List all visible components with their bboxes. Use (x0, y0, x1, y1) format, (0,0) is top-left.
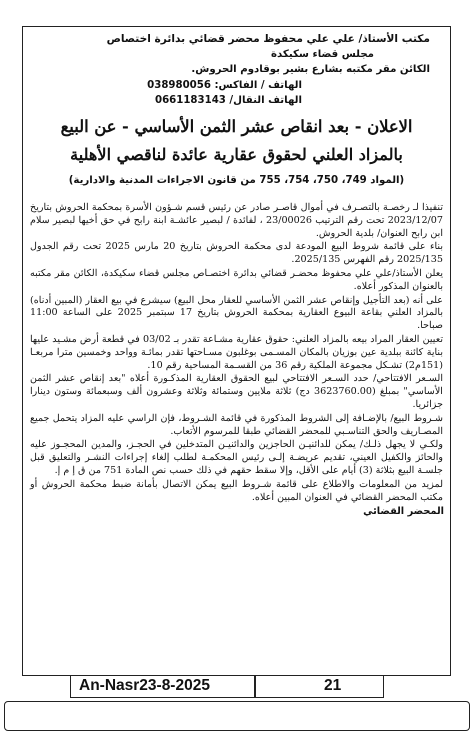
publication-date: An-Nasr23-8-2025 (79, 677, 210, 694)
notice-body (29, 202, 444, 504)
paragraph-authorization: تنفيذا لـ رخصـة بالتصـرف في أموال قاصـر صادر عن رئيس قسم شـؤون الأسرة بمحكمة الحروش بتاريخ 2023/12/07 تحت رقم الترتيب 23/00026 ، لفائدة / لبصير عائشـة ابنة رابح في حق أخيها لبصير سلام ابن رابح العنوان/ بلدية الحروش. (30, 202, 443, 239)
paragraph-contact: لمزيد من المعلومات والاطلاع على قائمة شـروط البيع يمكن الاتصال بأمانة ضبط محكمة الحروش أو مكتب المحضر القضائي في العنوان المبين أعلاه. (30, 478, 443, 503)
paragraph-conditions-list: بناء على قائمة شروط البيع المودعة لدى محكمة الحروش بتاريخ 20 مارس 2025 تحت رقم الجدول 2025/135 رقم الفهرس 2025/135. (30, 241, 443, 266)
court-council: مجلس قضاء سكيكدة (271, 49, 374, 61)
legal-articles: (المواد 749، 750، 754، 755 من قانون الاجراءات المدنية والادارية) (68, 175, 405, 187)
next-notice-box-edge (4, 701, 470, 731)
paragraph-property: تعيين العقار المراد بيعه بالمزاد العلني: حقوق عقارية مشـاعة تقدر بـ 03/02 في قطعة أرض مشـيد عليها بناية كائنة ببلدية عين بوزيان بالمكان المسـمى بوغلبون مسـاحتها تقدر بمائـة وواحد وخمسين مترا مربعـا (151م2) تشـكل مجموعة الملكية رقم 36 من القسـمة المساحية رقم 10. (30, 333, 443, 371)
paragraph-sale-terms: شـروط البيع/ بالإضـافة إلى الشروط المذكورة في قائمة الشـروط، فإن الراسي عليه المزاد يتحمل جميع المصـاريف والحق التناسـبي للمحضر القضائي طبقا للمرسوم الأتعاب. (30, 412, 443, 437)
notice-title-line2: بالمزاد العلني لحقوق عقارية عائدة لناقصي الأهلية (70, 145, 403, 165)
office-address: الكائن مقر مكتبه بشارع بشير بوقادوم الحروش. (191, 64, 430, 76)
signature: المحضر القضائي (363, 506, 444, 518)
bailiff-office: مكتب الأستاذ/ علي علي محفوظ محضر قضائي بدائرة اختصاص (106, 33, 430, 45)
footer-divider (254, 676, 256, 697)
notice-title-line1: الاعلان - بعد انقاص عشر الثمن الأساسي - عن البيع (60, 117, 413, 137)
paragraph-sale-date: على أنه (بعد التأجيل وإنقاص عشر الثمن الأساسي للعقار محل البيع) سيشرع في بيع العقار (المبين أدناه) بالمزاد العلني بقاعة البيوع العقارية بمحكمة الحروش بتاريخ 17 سبتمبر 2025 على الساعة 11:00 صباحا. (30, 294, 443, 332)
phone-fax: الهاتف / الفاكس: 038980056 (147, 79, 302, 91)
page-number: 21 (324, 677, 342, 694)
paragraph-announcer: يعلن الأستاذ/علي علي محفوظ محضـر قضائي بدائرة اختصـاص مجلس قضاء سكيكدة، الكائن مقر مكتبه بالعنوان المذكور أعلاه. (30, 268, 444, 292)
legal-notice-box (22, 26, 451, 676)
mobile-phone: الهاتف النقال/ 0661183143 (154, 94, 302, 106)
bailiff-header (29, 32, 444, 108)
paragraph-objections: ولكـي لا يجهل ذلـك/ يمكن للدائنيـن الحاجزين والدائنيـن المتدخلين في الحجـز، والمدين المحجـوز عليه والحائز والكفيل العيني، تقديم عريضـة إلـى رئيس المحكمـة لطلب إلغاء إجراءات النشـر والتعليق قبل جلسـة البيع بثلاثة (3) أيام على الأقل، وإلا سقط حقهم في ذلك حسب نص المادة 751 من ق إ م إ. (30, 439, 443, 476)
paragraph-opening-price: السـعر الافتتاحي/ حدد السـعر الافتتاحي لبيع الحقوق العقارية المذكـورة أعلاه "بعد إنقاص عشر الثمن الأساسي" بمبلغ (3623760.00 دج) ثلاثة ملايين وستمائة وثلاثة وعشرون ألف وسبعمائة وستون دينارا جزائريا. (30, 373, 443, 410)
page-footer (70, 676, 384, 698)
notice-content (29, 32, 444, 671)
